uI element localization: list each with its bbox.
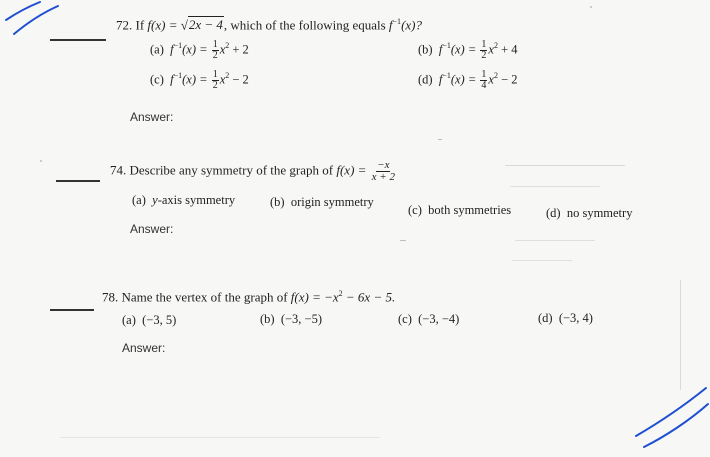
question-number: 72. bbox=[116, 17, 133, 33]
scan-speck bbox=[590, 6, 592, 8]
answer-blank-line-74 bbox=[56, 180, 100, 182]
q78-option-b: (b) (−3, −5) bbox=[260, 312, 323, 326]
q72-option-d: (d) $f^{-1}(x)$ = $\frac{1}{4}$ $x^2 - 2$ bbox=[418, 69, 518, 91]
fraction: $\frac{1}{2}$ bbox=[481, 39, 487, 61]
scan-speck bbox=[512, 260, 572, 261]
q78-answer-label: Answer: bbox=[122, 341, 166, 355]
answer-blank-line-72 bbox=[50, 39, 106, 41]
q72-option-a: (a) $f^{-1}(x)$ = $\frac{1}{2}$ $x^2 + 2$ bbox=[150, 39, 249, 61]
answer-blank-line-78 bbox=[50, 309, 94, 311]
pen-stroke-bottom-right-1 bbox=[636, 388, 706, 436]
scan-speck bbox=[510, 186, 600, 187]
question-74-stem: 74. Describe any symmetry of the graph of f(x) = $\frac{-x}{x + 2}$ bbox=[110, 159, 395, 183]
question-number: 74. bbox=[110, 162, 127, 178]
q72-answer-label: Answer: bbox=[130, 110, 174, 124]
q78-option-c: (c) (−3, −4) bbox=[398, 312, 460, 326]
q72-option-c: (c) $f^{-1}(x)$ = $\frac{1}{2}$ $x^2 - 2$ bbox=[150, 69, 249, 91]
q74-option-a: (a) y-axis symmetry bbox=[132, 193, 236, 207]
scan-speck bbox=[515, 240, 595, 241]
fraction: $\frac{-x}{x + 2}$ bbox=[371, 159, 395, 183]
q74-option-b: (b) origin symmetry bbox=[270, 195, 374, 209]
q74-answer-label: Answer: bbox=[130, 222, 174, 236]
question-number: 78. bbox=[102, 289, 119, 305]
scan-speck bbox=[60, 437, 380, 438]
fraction: $\frac{1}{2}$ bbox=[212, 69, 218, 91]
scan-speck bbox=[505, 165, 625, 166]
scan-speck bbox=[40, 160, 42, 162]
scan-speck bbox=[680, 280, 681, 390]
pen-stroke-top-left-1 bbox=[6, 2, 40, 20]
q74-option-d: (d) no symmetry bbox=[546, 206, 633, 220]
fraction: $\frac{1}{2}$ bbox=[212, 39, 218, 61]
q74-option-c: (c) both symmetries bbox=[408, 203, 512, 217]
q78-option-a: (a) (−3, 5) bbox=[122, 313, 177, 327]
q72-option-b: (b) $f^{-1}(x)$ = $\frac{1}{2}$ $x^2 + 4$ bbox=[418, 39, 518, 61]
q78-option-d: (d) (−3, 4) bbox=[538, 311, 593, 325]
fraction: $\frac{1}{4}$ bbox=[481, 69, 487, 91]
scan-speck bbox=[400, 240, 406, 241]
scan-speck bbox=[438, 139, 442, 140]
question-78-stem: 78. Name the vertex of the graph of $f(x) = -x^2 - 6x - 5$. bbox=[102, 289, 396, 305]
question-72-stem: 72. If f(x) = √2x − 4, which of the following equals $f^{-1}(x)$? bbox=[116, 17, 422, 33]
sqrt-symbol: √ bbox=[180, 17, 188, 33]
